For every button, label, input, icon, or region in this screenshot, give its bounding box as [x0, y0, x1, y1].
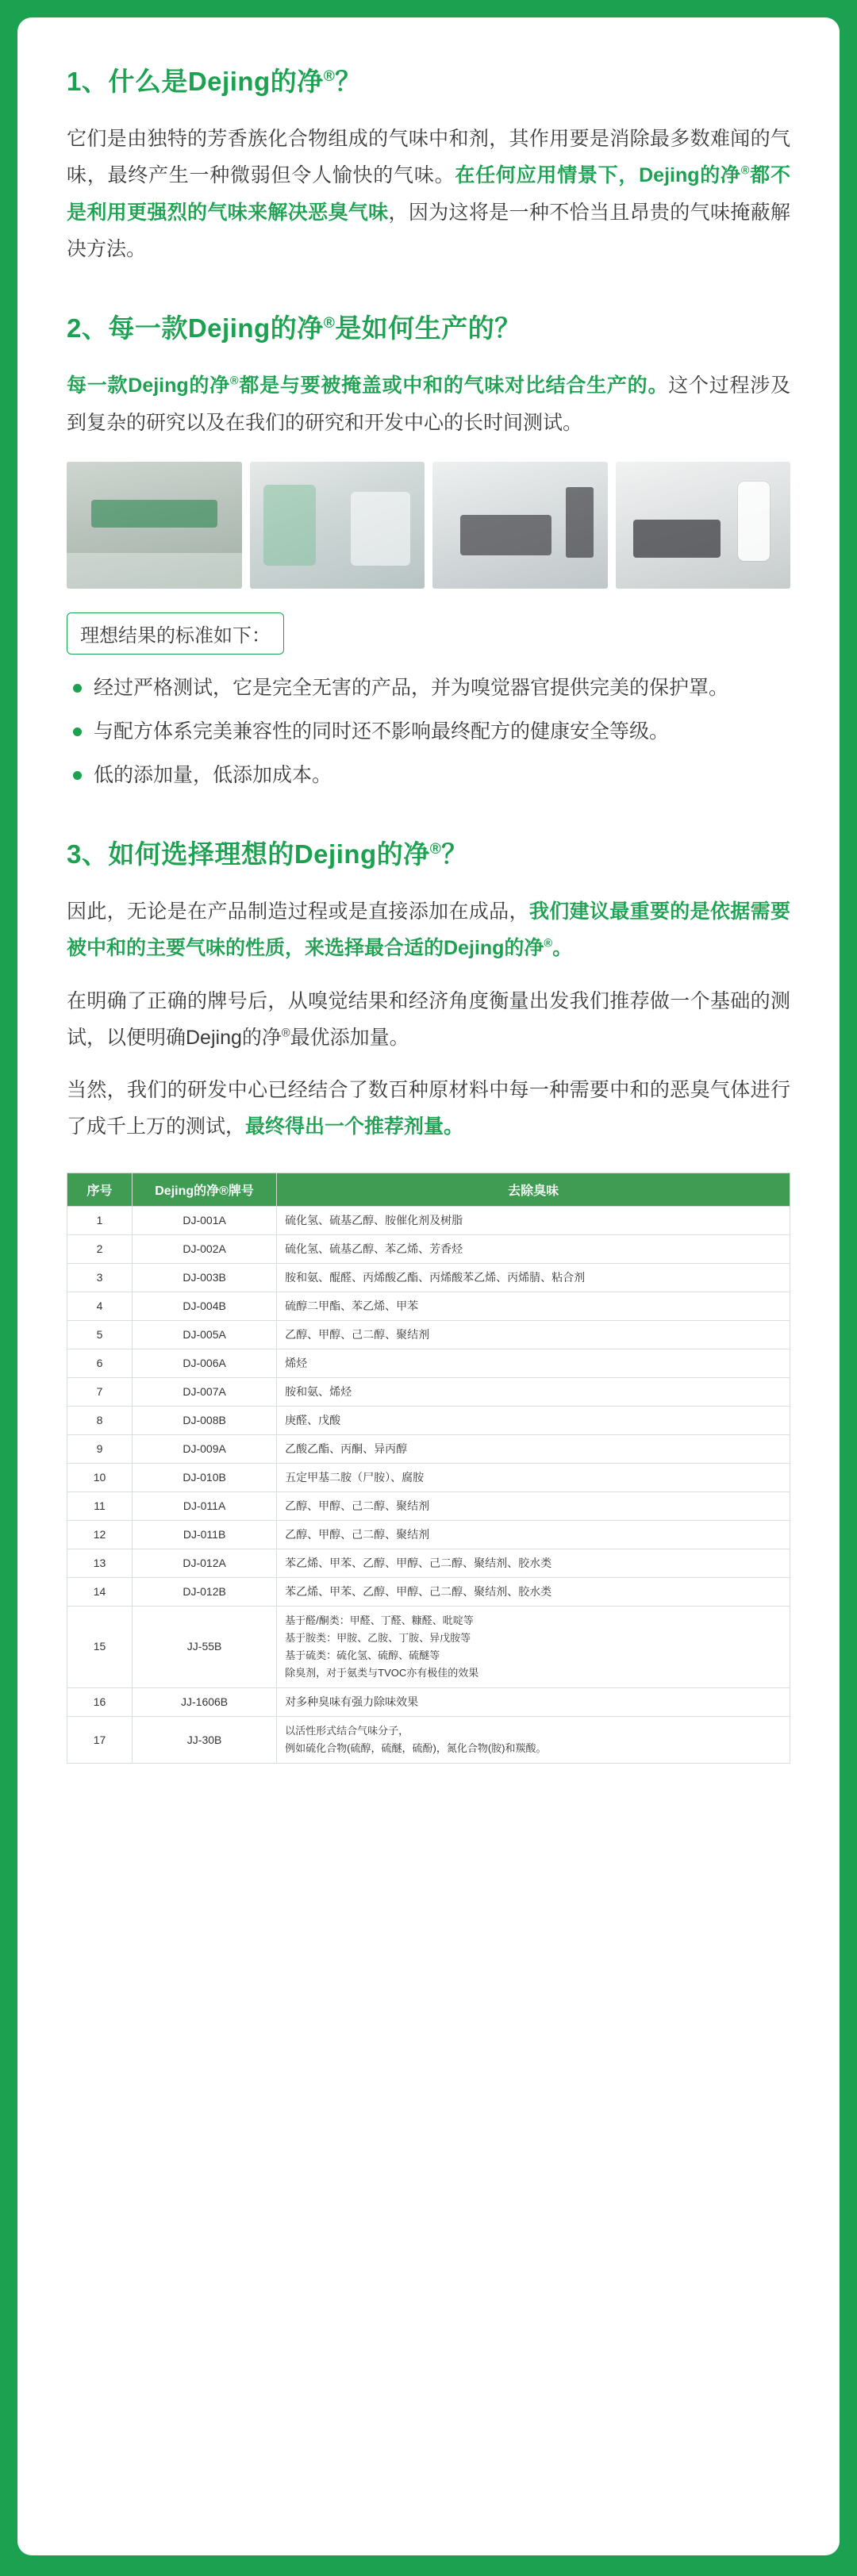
- list-item: 经过严格测试，它是完全无害的产品，并为嗅觉器官提供完美的保护罩。: [67, 670, 790, 706]
- section-what-is: [67, 63, 790, 267]
- registered-mark-icon: ®: [229, 375, 239, 389]
- table-row: [67, 1491, 790, 1520]
- cell-code: DJ-012A: [132, 1549, 276, 1577]
- table-row: [67, 1263, 790, 1292]
- cell-desc: 乙醇、甲醇、己二醇、聚结剂: [277, 1520, 790, 1549]
- cell-no: 5: [67, 1320, 133, 1349]
- cell-no: 13: [67, 1549, 133, 1577]
- cell-desc: 乙醇、甲醇、己二醇、聚结剂: [277, 1320, 790, 1349]
- table-row: [67, 1463, 790, 1491]
- cell-code: DJ-007A: [132, 1377, 276, 1406]
- table-row: [67, 1549, 790, 1577]
- cell-code: JJ-30B: [132, 1716, 276, 1763]
- section-title-2: [67, 310, 790, 347]
- section-title-3-text: 3、如何选择理想的Dejing的净: [67, 839, 430, 869]
- cell-no: 3: [67, 1263, 133, 1292]
- registered-mark-icon: ®: [281, 1027, 290, 1040]
- cell-no: 12: [67, 1520, 133, 1549]
- p1-highlight-a: 在任何应用情景下，Dejing的净: [455, 164, 741, 187]
- cell-desc: 乙酸乙酯、丙酮、异丙醇: [277, 1434, 790, 1463]
- cell-desc: 庚醛、戊酸: [277, 1406, 790, 1434]
- p1-highlight-b: 都不是利用更强烈的气味来解决恶臭气味: [67, 164, 790, 224]
- p1-part-a: 它们是由独特的芳香族化合物组成的气味中和剂，其作用要是消除最多数难闻的气味，最终产生一种微弱但令人愉快的气味。: [67, 128, 790, 187]
- table-row: [67, 1377, 790, 1406]
- cell-desc: 乙醇、甲醇、己二醇、聚结剂: [277, 1491, 790, 1520]
- table-row: [67, 1406, 790, 1434]
- photo-lab-instrument: [432, 462, 608, 589]
- cell-no: 8: [67, 1406, 133, 1434]
- p3-highlight-tail: 。: [552, 937, 573, 960]
- cell-desc: 胺和氨、烯烃: [277, 1377, 790, 1406]
- registered-mark-icon: ®: [544, 937, 553, 950]
- cell-no: 16: [67, 1687, 133, 1716]
- table-row: [67, 1687, 790, 1716]
- cell-desc-multiline: [277, 1606, 790, 1687]
- paragraph-1: [67, 121, 790, 267]
- cell-no: 4: [67, 1292, 133, 1320]
- cell-no: 2: [67, 1234, 133, 1263]
- p3-head: 因此，无论是在产品制造过程或是直接添加在成品，: [67, 900, 529, 923]
- table-header-no: 序号: [67, 1173, 133, 1206]
- cell-desc: 苯乙烯、甲苯、乙醇、甲醇、己二醇、聚结剂、胶水类: [277, 1577, 790, 1606]
- section-title-2-suffix: 是如何生产的？: [335, 313, 521, 344]
- registered-mark-icon: ®: [740, 165, 750, 179]
- p2-rest: 这个过程涉及到复杂的研究以及在我们的研究和开发中心的长时间测试。: [67, 374, 790, 434]
- table-header-code: [132, 1173, 276, 1206]
- desc-line: 基于胺类：甲胺、乙胺、丁胺、异戊胺等: [285, 1631, 471, 1644]
- table-row: [67, 1320, 790, 1349]
- list-item: 与配方体系完美兼容性的同时还不影响最终配方的健康安全等级。: [67, 714, 790, 750]
- cell-no: 15: [67, 1606, 133, 1687]
- cell-no: 14: [67, 1577, 133, 1606]
- cell-code: JJ-1606B: [132, 1687, 276, 1716]
- paragraph-2-lead: [67, 367, 790, 441]
- cell-code: DJ-012B: [132, 1577, 276, 1606]
- table-row: [67, 1520, 790, 1549]
- section-how-to-choose: [67, 836, 790, 1764]
- p4-text: 在明确了正确的牌号后，从嗅觉结果和经济角度衡量出发我们推荐做一个基础的测试，以便明确Dejing的净: [67, 989, 790, 1049]
- desc-line: 以活性形式结合气味分子，: [285, 1724, 409, 1737]
- cell-code: DJ-009A: [132, 1434, 276, 1463]
- section-title-1: [67, 63, 790, 100]
- cell-code: DJ-010B: [132, 1463, 276, 1491]
- table-row: [67, 1234, 790, 1263]
- cell-desc: 硫化氢、硫基乙醇、胺催化剂及树脂: [277, 1206, 790, 1234]
- section-title-3: [67, 836, 790, 873]
- p5-head: 当然，我们的研发中心已经结合了数百种原材料中每一种需要中和的恶臭气体进行了成千上万的测试，: [67, 1079, 790, 1138]
- product-grade-table: [67, 1173, 790, 1764]
- table-row: [67, 1716, 790, 1763]
- table-header-code-text: Dejing的净®牌号: [155, 1184, 254, 1198]
- cell-code: DJ-002A: [132, 1234, 276, 1263]
- paragraph-3-3: [67, 1072, 790, 1146]
- desc-line: 除臭剂，对于氨类与TVOC亦有极佳的效果: [285, 1666, 479, 1679]
- table-row: [67, 1349, 790, 1377]
- paragraph-3-1: [67, 893, 790, 967]
- p4-tail: 最优添加量。: [290, 1026, 409, 1049]
- cell-code: JJ-55B: [132, 1606, 276, 1687]
- section-title-1-suffix: ？: [335, 67, 362, 96]
- section-title-3-suffix: ？: [441, 839, 468, 869]
- photo-lab-bench: [616, 462, 791, 589]
- cell-no: 9: [67, 1434, 133, 1463]
- cell-desc: 对多种臭味有强力除味效果: [277, 1687, 790, 1716]
- cell-code: DJ-005A: [132, 1320, 276, 1349]
- cell-no: 7: [67, 1377, 133, 1406]
- cell-desc: 胺和氨、醌醛、丙烯酸乙酯、丙烯酸苯乙烯、丙烯腈、粘合剂: [277, 1263, 790, 1292]
- desc-line: 例如硫化合物(硫醇，硫醚，硫酚)，氮化合物(胺)和羰酸。: [285, 1742, 547, 1755]
- table-row: [67, 1606, 790, 1687]
- table-row: [67, 1434, 790, 1463]
- cell-code: DJ-003B: [132, 1263, 276, 1292]
- cell-desc: 五定甲基二胺（尸胺）、腐胺: [277, 1463, 790, 1491]
- registered-mark-icon: ®: [323, 315, 336, 332]
- p3-highlight: 我们建议最重要的是依据需要被中和的主要气味的性质，来选择最合适的Dejing的净: [67, 900, 790, 960]
- cell-no: 11: [67, 1491, 133, 1520]
- table-body: [67, 1206, 790, 1764]
- desc-line: 基于硫类：硫化氢、硫醇、硫醚等: [285, 1649, 440, 1661]
- section-title-1-text: 1、什么是Dejing的净: [67, 67, 324, 96]
- criteria-list: [67, 670, 790, 793]
- registered-mark-icon: ®: [323, 68, 336, 85]
- cell-no: 6: [67, 1349, 133, 1377]
- cell-code: DJ-011B: [132, 1520, 276, 1549]
- cell-code: DJ-001A: [132, 1206, 276, 1234]
- cell-code: DJ-008B: [132, 1406, 276, 1434]
- table-row: [67, 1577, 790, 1606]
- p1-part-b: ，因为这将是一种不恰当且昂贵的气味掩蔽解决方法。: [67, 201, 790, 260]
- section-how-produced: [67, 310, 790, 793]
- photo-gallery: [67, 462, 790, 589]
- photo-lab-entrance: [67, 462, 242, 589]
- cell-no: 17: [67, 1716, 133, 1763]
- photo-lab-glassware: [250, 462, 425, 589]
- cell-desc-multiline: [277, 1716, 790, 1763]
- cell-no: 1: [67, 1206, 133, 1234]
- content-sheet: [17, 17, 840, 2555]
- desc-line: 基于醛/酮类：甲醛、丁醛、糠醛、吡啶等: [285, 1614, 474, 1626]
- cell-desc: 烯烃: [277, 1349, 790, 1377]
- cell-code: DJ-006A: [132, 1349, 276, 1377]
- table-header-row: [67, 1173, 790, 1206]
- registered-mark-icon: ®: [429, 840, 442, 858]
- section-title-2-text: 2、每一款Dejing的净: [67, 313, 324, 344]
- cell-desc: 硫化氢、硫基乙醇、苯乙烯、芳香烃: [277, 1234, 790, 1263]
- p2-highlight-tail: 都是与要被掩盖或中和的气味对比结合生产的。: [238, 374, 669, 397]
- cell-code: DJ-011A: [132, 1491, 276, 1520]
- cell-desc: 硫醇二甲酯、苯乙烯、甲苯: [277, 1292, 790, 1320]
- paragraph-3-2: [67, 983, 790, 1057]
- table-row: [67, 1292, 790, 1320]
- table-header-desc: 去除臭味: [277, 1173, 790, 1206]
- cell-code: DJ-004B: [132, 1292, 276, 1320]
- list-item: 低的添加量，低添加成本。: [67, 758, 790, 793]
- table-row: [67, 1206, 790, 1234]
- p2-highlight-head: 每一款Dejing的净: [67, 374, 230, 397]
- cell-no: 10: [67, 1463, 133, 1491]
- p5-highlight: 最终得出一个推荐剂量。: [245, 1115, 464, 1138]
- criteria-callout: 理想结果的标准如下：: [67, 612, 284, 655]
- cell-desc: 苯乙烯、甲苯、乙醇、甲醇、己二醇、聚结剂、胶水类: [277, 1549, 790, 1577]
